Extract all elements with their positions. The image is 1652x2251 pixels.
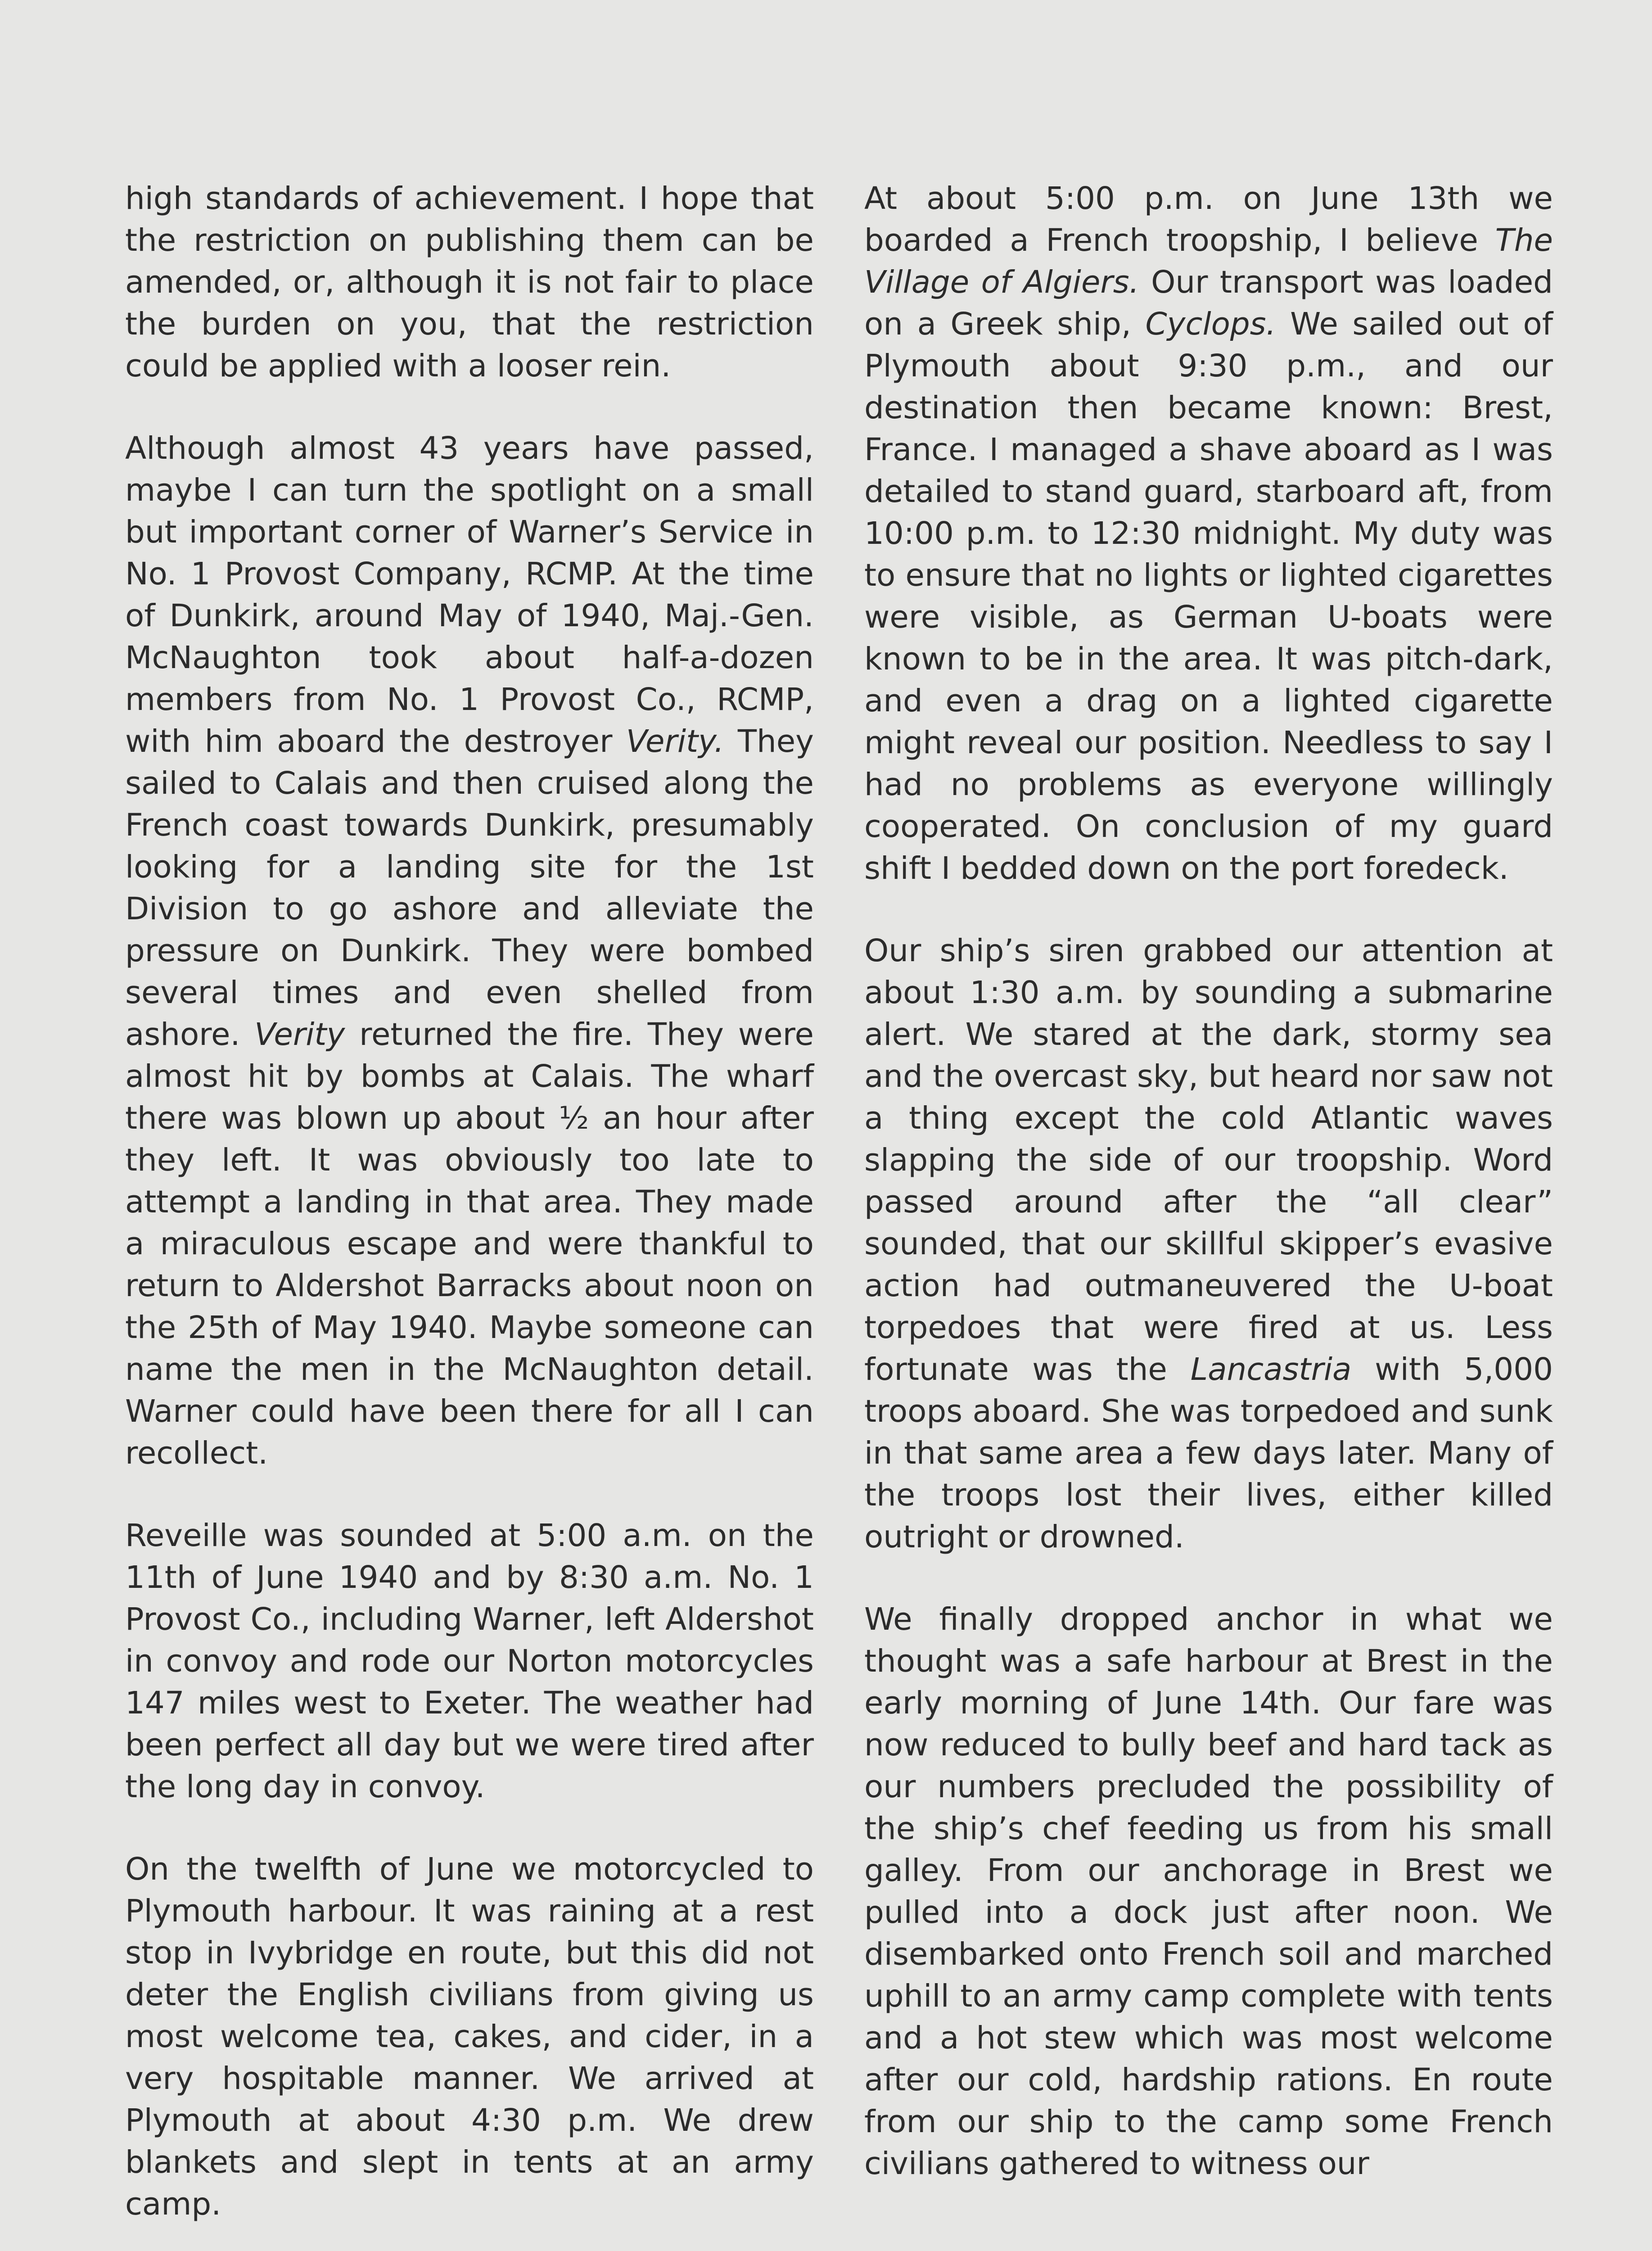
text-run: returned the fire. They were almost hit by bombs at Calais. The wharf there was blown up about ½ an hour after they left. It was obviously too late to attempt a landing in that area. They made a miraculous escape and were thankful to return to Aldershot Barracks about noon on the 25th of May 1940. Maybe someone can name the men in the McNaughton detail. Warner could have been there for all I can recollect. — [125, 1017, 814, 1471]
text-run: At about 5:00 p.m. on June 13th we boarded a French troopship, I believe — [864, 181, 1553, 258]
paragraph: We finally dropped anchor in what we thought was a safe harbour at Brest in the early morning of June 14th. Our fare was now reduced to bully beef and hard tack as our numbers precluded the possibility of the ship’s chef feeding us from his small galley. From our anchorage in Brest we pulled into a dock just after noon. We disembarked onto French soil and marched uphill to an army camp complete with tents and a hot stew which was most welcome after our cold, hardship rations. En route from our ship to the camp some French civilians gathered to witness our — [864, 1601, 1553, 2182]
paragraph — [125, 428, 814, 1474]
paragraph: On the twelfth of June we motorcycled to Plymouth harbour. It was raining at a rest stop in Ivybridge en route, but this did not deter the English civilians from giving us most welcome tea, cakes, and cider, in a very hospitable manner. We arrived at Plymouth at about 4:30 p.m. We drew blankets and slept in tents at an army camp. — [125, 1851, 814, 2222]
paragraph — [864, 930, 1553, 1558]
text-run: We sailed out of Plymouth about 9:30 p.m., and our destination then became known: Brest, France. I managed a shave aboard as I was detailed to stand guard, starboard aft, from 10:00 p.m. to 12:30 midnight. My duty was to ensure that no lights or lighted cigarettes were visible, as German U-boats were known to be in the area. It was pitch-dark, and even a drag on a lighted cigarette might reveal our position. Needless to say I had no problems as everyone willingly cooperated. On conclusion of my guard shift I bedded down on the port foredeck. — [864, 306, 1553, 886]
paragraph: high standards of achievement. I hope that the restriction on publishing them can be amended, or, although it is not fair to place the burden on you, that the restriction could be applied with a looser rein. — [125, 181, 814, 384]
text-run: Our transport was loaded on a Greek ship, — [864, 264, 1553, 342]
paragraph — [864, 178, 1553, 890]
text-run: They sailed to Calais and then cruised along the French coast towards Dunkirk, presumably looking for a landing site for the 1st Division to go ashore and alleviate the pressure on Dunkirk. They were bombed several times and even shelled from ashore. — [125, 723, 814, 1053]
paragraph: Reveille was sounded at 5:00 a.m. on the 11th of June 1940 and by 8:30 a.m. No. 1 Provost Co., including Warner, left Aldershot in convoy and rode our Norton motorcycles 147 miles west to Exeter. The weather had been perfect all day but we were tired after the long day in convoy. — [125, 1518, 814, 1805]
ship-name: The Village of Algiers. — [864, 222, 1553, 300]
ship-name: Verity — [254, 1017, 345, 1053]
text-run: with 5,000 troops aboard. She was torpedoed and sunk in that same area a few days later. Many of the troops lost their lives, either killed outright or drowned. — [864, 1352, 1553, 1555]
ship-name: Cyclops. — [1145, 306, 1276, 342]
text-run: Our ship’s siren grabbed our attention at about 1:30 a.m. by sounding a submarine alert. We stared at the dark, stormy sea and the overcast sky, but heard nor saw not a thing except the cold Atlantic waves slapping the side of our troopship. Word passed around after the “all clear” sounded, that our skillful skipper’s evasive action had outmaneuvered the U-boat torpedoes that were fired at us. Less fortunate was the — [864, 933, 1553, 1388]
ship-name: Verity. — [626, 723, 724, 759]
text-run: Although almost 43 years have passed, maybe I can turn the spotlight on a small but important corner of Warner’s Service in No. 1 Provost Company, RCMP. At the time of Dunkirk, around May of 1940, Maj.-Gen. McNaughton took about half-a-dozen members from No. 1 Provost Co., RCMP, with him aboard the destroyer — [125, 430, 814, 759]
right-column — [864, 178, 1553, 2185]
ship-name: Lancastria — [1190, 1352, 1352, 1388]
left-column — [125, 178, 814, 2225]
